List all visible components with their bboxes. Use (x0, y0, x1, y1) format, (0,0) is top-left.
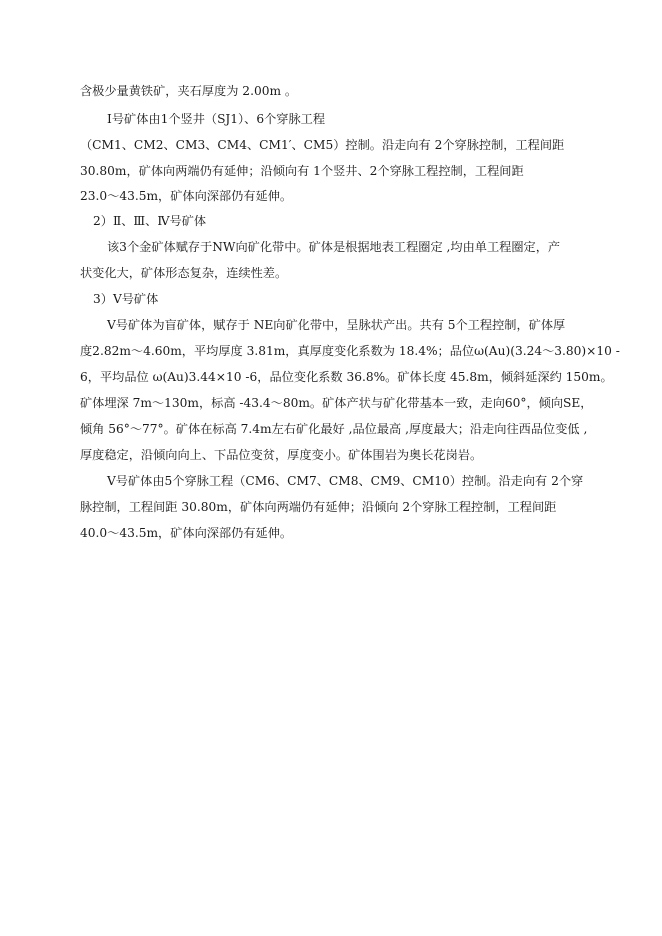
section-heading-3: 3）Ⅴ号矿体 (93, 292, 159, 306)
text-line-10: Ⅴ号矿体为盲矿体，赋存于 NE向矿化带中，呈脉状产出。共有 5个工程控制，矿体厚 (107, 318, 566, 332)
text-line-1: 含极少量黄铁矿，夹石厚度为 2.00m 。 (80, 84, 298, 98)
text-line-7: 该3个金矿体赋存于NW向矿化带中。矿体是根据地表工程圈定 ,均由单工程圈定，产 (107, 240, 561, 254)
text-line-17: 脉控制，工程间距 30.80m，矿体向两端仍有延伸；沿倾向 2个穿脉工程控制，工程间距 (80, 500, 557, 514)
text-line-15: 厚度稳定，沿倾向向上、下品位变贫，厚度变小。矿体围岩为奥长花岗岩。 (80, 448, 483, 462)
text-line-5: 23.0～43.5m，矿体向深部仍有延伸。 (80, 189, 293, 203)
text-line-11: 度2.82m～4.60m，平均厚度 3.81m，真厚度变化系数为 18.4%；品位ω(Au)(3.24～3.80)×10 - (80, 344, 620, 358)
text-line-14: 倾角 56°～77°。矿体在标高 7.4m左右矿化最好 ,品位最高 ,厚度最大；沿走向往西品位变低 , (80, 422, 588, 436)
text-line-16: Ⅴ号矿体由5个穿脉工程（CM6、CM7、CM8、CM9、CM10）控制。沿走向有 2个穿 (107, 474, 584, 488)
section-heading-2: 2）Ⅱ、Ⅲ、Ⅳ号矿体 (93, 214, 207, 228)
text-line-3: （CM1、CM2、CM3、CM4、CM1′、CM5）控制。沿走向有 2个穿脉控制，工程间距 (80, 138, 565, 152)
text-line-18: 40.0～43.5m，矿体向深部仍有延伸。 (80, 526, 293, 540)
text-line-12: 6，平均品位 ω(Au)3.44×10 -6，品位变化系数 36.8%。矿体长度 45.8m，倾斜延深约 150m。 (80, 370, 613, 384)
text-line-4: 30.80m，矿体向两端仍有延伸；沿倾向有 1个竖井、2个穿脉工程控制，工程间距 (80, 164, 524, 178)
text-line-2: Ⅰ号矿体由1个竖井（SJ1）、6个穿脉工程 (107, 112, 326, 126)
text-line-13: 矿体埋深 7m～130m，标高 -43.4～80m。矿体产状与矿化带基本一致，走向60°，倾向SE， (80, 396, 593, 410)
text-line-8: 状变化大，矿体形态复杂，连续性差。 (80, 266, 288, 280)
